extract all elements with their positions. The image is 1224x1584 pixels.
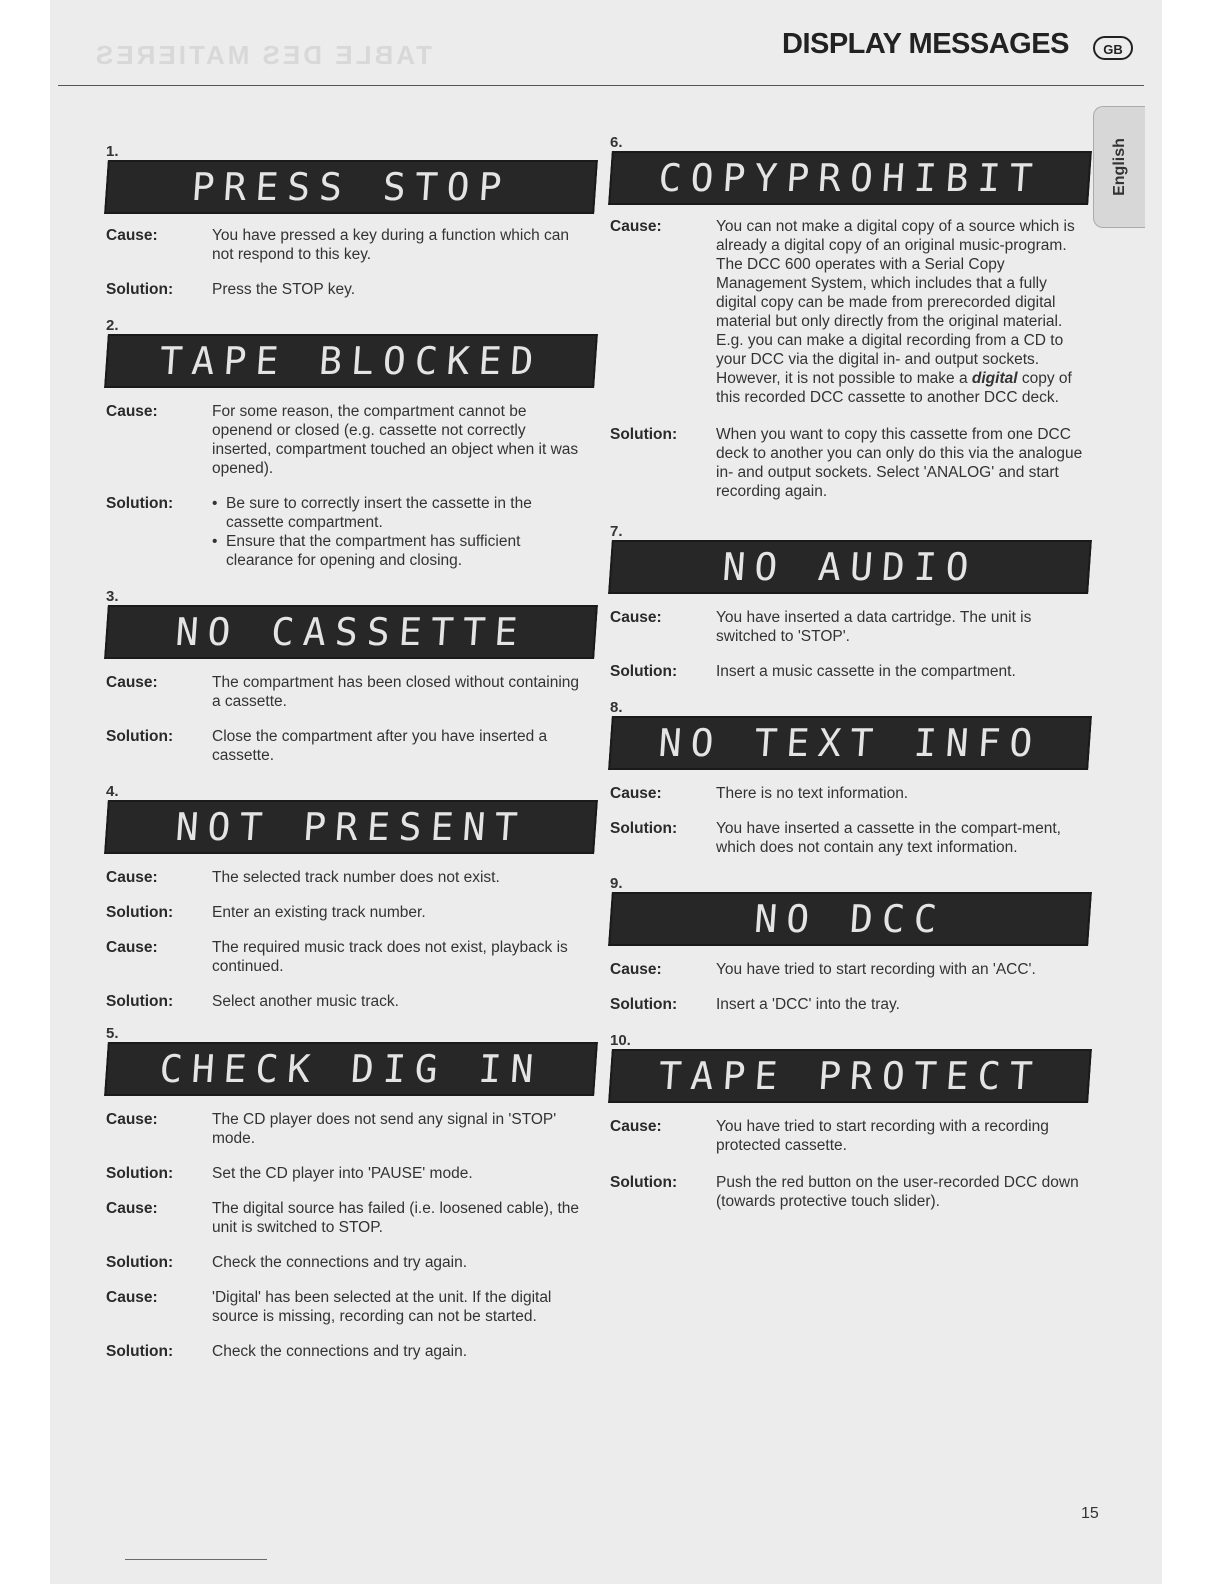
lcd-display [608, 151, 1092, 205]
row-text: The digital source has failed (i.e. loosened cable), the unit is switched to STOP. [212, 1200, 580, 1236]
cause-row [106, 938, 596, 976]
row-label: Solution: [106, 495, 174, 512]
lcd-text: NO CASSETTE [174, 610, 528, 654]
bullet-item [212, 494, 582, 532]
lcd-display [608, 540, 1092, 594]
row-text: You have inserted a cassette in the compart-ment, which does not contain any text information. [716, 820, 1061, 856]
solution-row [106, 1164, 596, 1183]
page-title: DISPLAY MESSAGES [782, 28, 1069, 60]
row-text: Check the connections and try again. [212, 1343, 468, 1360]
lcd-display [104, 1042, 598, 1096]
row-label: Solution: [610, 1174, 678, 1191]
display-message [610, 134, 1090, 501]
cause-row [610, 784, 1090, 803]
cause-row [106, 868, 596, 887]
solution-row [106, 727, 596, 765]
lcd-display [104, 160, 598, 214]
row-label: Cause: [106, 939, 158, 956]
display-message [610, 699, 1090, 857]
row-label: Cause: [106, 403, 158, 420]
row-label: Solution: [106, 281, 174, 298]
row-text: Press the STOP key. [212, 281, 356, 298]
lcd-display [104, 334, 598, 388]
row-text [716, 217, 1086, 407]
row-text: You have inserted a data cartridge. The unit is switched to 'STOP'. [716, 609, 1032, 645]
row-label: Solution: [106, 1165, 174, 1182]
bullet-dot: • [212, 533, 218, 550]
solution-row [610, 995, 1090, 1014]
row-text: The required music track does not exist, playback is continued. [212, 939, 568, 975]
row-text: You have pressed a key during a function which can not respond to this key. [212, 227, 570, 263]
display-message [106, 143, 596, 299]
language-tab [1093, 106, 1145, 228]
row-label: Cause: [106, 227, 158, 244]
display-message [106, 1025, 596, 1361]
lcd-display [608, 892, 1092, 946]
solution-row [610, 819, 1090, 857]
row-text: When you want to copy this cassette from one DCC deck to another you can only do this via the analogue in- and output sockets. Select 'ANALOG' and start recording again. [716, 426, 1083, 500]
row-label: Cause: [610, 218, 662, 235]
scan-line [125, 1559, 267, 1560]
cause-row [106, 1110, 596, 1148]
message-number: 3. [106, 588, 119, 605]
solution-row [610, 1173, 1090, 1211]
bullet-text: Ensure that the compartment has sufficient clearance for opening and closing. [226, 533, 521, 569]
row-text: The selected track number does not exist. [212, 869, 500, 886]
row-text: There is no text information. [716, 785, 909, 802]
row-text: Check the connections and try again. [212, 1254, 468, 1271]
row-label: Solution: [106, 1343, 174, 1360]
row-text: The compartment has been closed without containing a cassette. [212, 674, 580, 710]
cause-row [106, 1199, 596, 1237]
lcd-display [104, 605, 598, 659]
lcd-display [104, 800, 598, 854]
lcd-display [608, 716, 1092, 770]
row-text: You have tried to start recording with an 'ACC'. [716, 961, 1036, 978]
display-message [106, 783, 596, 1011]
solution-row [106, 1253, 596, 1272]
row-text: Set the CD player into 'PAUSE' mode. [212, 1165, 473, 1182]
row-label: Cause: [106, 1200, 158, 1217]
row-text: Enter an existing track number. [212, 904, 426, 921]
message-number: 4. [106, 783, 119, 800]
display-message [106, 317, 596, 570]
row-label: Cause: [106, 1111, 158, 1128]
display-message [610, 1032, 1090, 1211]
lcd-text: NOT PRESENT [174, 805, 528, 849]
message-number: 9. [610, 875, 623, 892]
message-number: 2. [106, 317, 119, 334]
solution-row [610, 425, 1090, 501]
row-label: Cause: [610, 1118, 662, 1135]
message-number: 5. [106, 1025, 119, 1042]
emphasis-word: digital [971, 370, 1018, 387]
row-label: Cause: [106, 1289, 158, 1306]
cause-row [610, 217, 1090, 407]
solution-row [106, 1342, 596, 1361]
bullet-text: Be sure to correctly insert the cassette in the cassette compartment. [226, 495, 532, 531]
row-label: Cause: [610, 785, 662, 802]
lcd-text: TAPE BLOCKED [158, 339, 544, 383]
row-text-part: You can not make a digital copy of a source which is already a digital copy of an original music-program. The DCC 600 operates with a Serial Copy Management System, which includes that a fully digital copy can be made from prerecorded digital material but only directly from the original material. E.g. you can make a digital recording from a CD to your DCC via the digital in- and output sockets. However, it is not possible to make a [716, 218, 1075, 387]
message-number: 8. [610, 699, 623, 716]
lcd-text: PRESS STOP [190, 165, 512, 209]
row-label: Solution: [106, 904, 174, 921]
row-text: 'Digital' has been selected at the unit. If the digital source is missing, recording can not be started. [212, 1289, 552, 1325]
cause-row [106, 402, 596, 478]
language-badge: GB [1093, 36, 1133, 60]
cause-row [610, 960, 1090, 979]
row-label: Solution: [106, 728, 174, 745]
left-column [106, 143, 596, 1361]
display-message [610, 523, 1090, 681]
display-message [610, 875, 1090, 1014]
row-text-part: copy of this recorded DCC cassette to another DCC deck. [716, 370, 1072, 406]
row-label: Solution: [106, 1254, 174, 1271]
solution-row [106, 494, 596, 570]
row-label: Solution: [106, 993, 174, 1010]
message-number: 10. [610, 1032, 631, 1049]
row-label: Cause: [106, 674, 158, 691]
cause-row [106, 673, 596, 711]
display-message [106, 588, 596, 765]
solution-row [106, 280, 596, 299]
lcd-text: CHECK DIG IN [158, 1047, 544, 1091]
row-label: Solution: [610, 996, 678, 1013]
solution-row [610, 662, 1090, 681]
message-number: 6. [610, 134, 623, 151]
row-text: Push the red button on the user-recorded DCC down (towards protective touch slider). [716, 1174, 1079, 1210]
cause-row [106, 226, 596, 264]
header-divider [58, 85, 1144, 86]
row-label: Cause: [106, 869, 158, 886]
cause-row [610, 608, 1090, 646]
row-text: Select another music track. [212, 993, 399, 1010]
cause-row [106, 1288, 596, 1326]
row-label: Solution: [610, 820, 678, 837]
lcd-text: COPYPROHIBIT [657, 156, 1043, 200]
row-label: Solution: [610, 426, 678, 443]
message-number: 7. [610, 523, 623, 540]
bullet-dot: • [212, 495, 218, 512]
row-text: Insert a 'DCC' into the tray. [716, 996, 900, 1013]
solution-row [106, 992, 596, 1011]
lcd-text: TAPE PROTECT [657, 1054, 1043, 1098]
row-text: Insert a music cassette in the compartment. [716, 663, 1016, 680]
lcd-text: NO DCC [752, 897, 948, 941]
language-tab-label: English [1110, 138, 1128, 196]
cause-row [610, 1117, 1090, 1155]
bullet-item [212, 532, 582, 570]
row-label: Cause: [610, 961, 662, 978]
right-column [610, 134, 1090, 1211]
lcd-text: NO AUDIO [720, 545, 980, 589]
lcd-text: NO TEXT INFO [657, 721, 1043, 765]
bullet-list [212, 494, 582, 570]
message-number: 1. [106, 143, 119, 160]
lcd-display [608, 1049, 1092, 1103]
solution-row [106, 903, 596, 922]
row-text: For some reason, the compartment cannot be openend or closed (e.g. cassette not correctly inserted, compartment touched an object when it was opened). [212, 403, 579, 477]
bleed-through-header: TABLE DES MATIERES [92, 40, 432, 70]
page-number: 15 [1081, 1505, 1099, 1522]
row-text: You have tried to start recording with a recording protected cassette. [716, 1118, 1049, 1154]
row-text: The CD player does not send any signal in 'STOP' mode. [212, 1111, 557, 1147]
row-text: Close the compartment after you have inserted a cassette. [212, 728, 548, 764]
row-label: Solution: [610, 663, 678, 680]
row-label: Cause: [610, 609, 662, 626]
